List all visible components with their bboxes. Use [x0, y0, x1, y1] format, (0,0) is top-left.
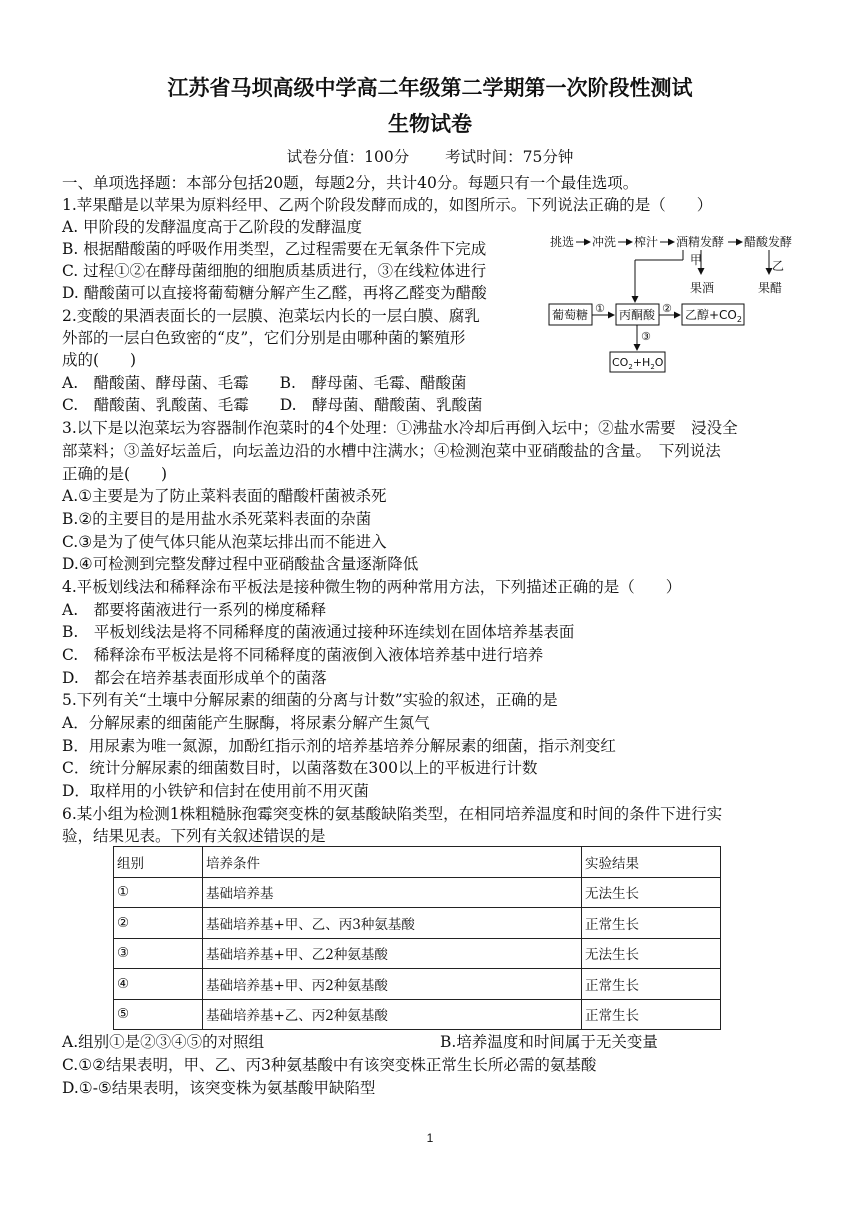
cell-group: ② — [114, 908, 203, 939]
results-table — [113, 846, 721, 1030]
q1-option-a: A. 甲阶段的发酵温度高于乙阶段的发酵温度 — [62, 218, 363, 236]
step-alcohol-fermentation: 酒精发酵 — [676, 235, 725, 249]
q3-stem-3: 正确的是( ) — [62, 465, 168, 483]
q5-option-d: D．取样用的小铁铲和信封在使用前不用灭菌 — [62, 782, 369, 800]
q2-options-cd: C. 醋酸菌、乳酸菌、毛霉 D. 酵母菌、醋酸菌、乳酸菌 — [62, 396, 483, 414]
stage-jia: 甲 — [690, 253, 703, 267]
q2-stem-1: 2.变酸的果酒表面长的一层膜、泡菜坛内长的一层白膜、腐乳 — [62, 307, 480, 325]
q3-option-b: B.②的主要目的是用盐水杀死菜料表面的杂菌 — [62, 510, 372, 528]
cell-result: 无法生长 — [582, 938, 721, 969]
label-1: ① — [595, 302, 605, 315]
table-row — [114, 938, 721, 969]
cell-group: ⑤ — [114, 999, 203, 1030]
q1-option-d: D. 醋酸菌可以直接将葡萄糖分解产生乙醛，再将乙醛变为醋酸 — [62, 284, 487, 302]
q6-option-c: C.①②结果表明，甲、乙、丙3种氨基酸中有该突变株正常生长所必需的氨基酸 — [62, 1056, 597, 1074]
q1-stem: 1.苹果醋是以苹果为原料经甲、乙两个阶段发酵而成的，如图所示。下列说法正确的是（ ） — [62, 196, 713, 214]
cell-condition: 基础培养基 — [203, 877, 582, 908]
q3-option-d: D.④可检测到完整发酵过程中亚硝酸盐含量逐渐降低 — [62, 555, 419, 573]
step-wash: 冲洗 — [592, 235, 617, 249]
product-vinegar: 果醋 — [758, 281, 783, 295]
q6-stem-2: 验，结果见表。下列有关叙述错误的是 — [62, 827, 326, 845]
q5-option-a: A．分解尿素的细菌能产生脲酶，将尿素分解产生氮气 — [62, 714, 430, 732]
q6-option-b: B.培养温度和时间属于无关变量 — [440, 1033, 658, 1051]
exam-subtitle: 生物试卷 — [388, 112, 472, 136]
cell-condition: 基础培养基+甲、乙2种氨基酸 — [203, 938, 582, 969]
section-heading: 一、单项选择题：本部分包括20题，每题2分，共计40分。每题只有一个最佳选项。 — [62, 174, 639, 192]
q1-option-c: C. 过程①②在酵母菌细胞的细胞质基质进行，③在线粒体进行 — [62, 262, 487, 280]
q6-stem-1: 6.某小组为检测1株粗糙脉孢霉突变株的氨基酸缺陷类型，在相同培养温度和时间的条件下进行实 — [62, 805, 723, 823]
table-row — [114, 877, 721, 908]
table-header-row — [114, 847, 721, 878]
q4-stem: 4.平板划线法和稀释涂布平板法是接种微生物的两种常用方法，下列描述正确的是（ ） — [62, 578, 682, 596]
node-glucose: 葡萄糖 — [552, 308, 589, 322]
cell-condition: 基础培养基+乙、丙2种氨基酸 — [203, 999, 582, 1030]
step-acetic-fermentation: 醋酸发酵 — [744, 235, 793, 249]
label-2: ② — [662, 302, 672, 315]
q3-stem-2: 部菜料；③盖好坛盖后，向坛盖边沿的水槽中注满水；④检测泡菜中亚硝酸盐的含量。 下列说法 — [62, 442, 721, 460]
stage-yi: 乙 — [772, 259, 785, 273]
q4-option-d: D. 都会在培养基表面形成单个的菌落 — [62, 669, 327, 687]
exam-title: 江苏省马坝高级中学高二年级第二学期第一次阶段性测试 — [167, 76, 693, 100]
q3-option-c: C.③是为了使气体只能从泡菜坛排出而不能进入 — [62, 533, 387, 551]
node-co2-h2o: $CO_2+H_2O$ — [612, 356, 664, 371]
cell-result: 正常生长 — [582, 908, 721, 939]
q3-stem-1: 3.以下是以泡菜坛为容器制作泡菜时的4个处理：①沸盐水冷却后再倒入坛中；②盐水需要 浸没全 — [62, 419, 738, 437]
q2-stem-2: 外部的一层白色致密的“皮”，它们分别是由哪种菌的繁殖形 — [62, 329, 466, 347]
q4-option-c: C. 稀释涂布平板法是将不同稀释度的菌液倒入液体培养基中进行培养 — [62, 646, 544, 664]
q2-options-ab: A. 醋酸菌、酵母菌、毛霉 B. 酵母菌、毛霉、醋酸菌 — [62, 374, 467, 392]
cell-result: 无法生长 — [582, 877, 721, 908]
q6-option-d: D.①-⑤结果表明，该突变株为氨基酸甲缺陷型 — [62, 1079, 376, 1097]
score-info: 试卷分值：100分 — [286, 148, 410, 166]
table-row — [114, 999, 721, 1030]
fermentation-diagram — [540, 228, 815, 378]
product-wine: 果酒 — [690, 281, 715, 295]
q4-option-a: A. 都要将菌液进行一系列的梯度稀释 — [62, 601, 327, 619]
table-row — [114, 908, 721, 939]
q2-stem-3: 成的( ) — [62, 351, 137, 369]
cell-group: ④ — [114, 969, 203, 1000]
node-ethanol-co2: 乙醇$+CO_2$ — [685, 308, 742, 324]
cell-condition: 基础培养基+甲、乙、丙3种氨基酸 — [203, 908, 582, 939]
label-3: ③ — [641, 330, 651, 343]
cell-result: 正常生长 — [582, 969, 721, 1000]
step-select: 挑选 — [550, 235, 575, 249]
cell-group: ③ — [114, 938, 203, 969]
cell-condition: 基础培养基+甲、丙2种氨基酸 — [203, 969, 582, 1000]
time-info: 考试时间：75分钟 — [445, 148, 574, 166]
node-pyruvate: 丙酮酸 — [619, 308, 656, 322]
header-result: 实验结果 — [582, 847, 721, 878]
step-juice: 榨汁 — [634, 235, 659, 249]
q5-option-b: B．用尿素为唯一氮源，加酚红指示剂的培养基培养分解尿素的细菌，指示剂变红 — [62, 737, 616, 755]
q3-option-a: A.①主要是为了防止菜料表面的醋酸杆菌被杀死 — [62, 487, 387, 505]
exam-meta — [0, 145, 860, 167]
cell-group: ① — [114, 877, 203, 908]
table-row — [114, 969, 721, 1000]
q5-option-c: C．统计分解尿素的细菌数目时，以菌落数在300以上的平板进行计数 — [62, 759, 538, 777]
q4-option-b: B. 平板划线法是将不同稀释度的菌液通过接种环连续划在固体培养基表面 — [62, 623, 575, 641]
cell-result: 正常生长 — [582, 999, 721, 1030]
q5-stem: 5.下列有关“土壤中分解尿素的细菌的分离与计数”实验的叙述，正确的是 — [62, 691, 558, 709]
header-group: 组别 — [114, 847, 203, 878]
header-condition: 培养条件 — [203, 847, 582, 878]
page-number: 1 — [426, 1131, 434, 1145]
q6-option-a: A.组别①是②③④⑤的对照组 — [62, 1033, 265, 1051]
q1-option-b: B. 根据醋酸菌的呼吸作用类型，乙过程需要在无氧条件下完成 — [62, 240, 487, 258]
